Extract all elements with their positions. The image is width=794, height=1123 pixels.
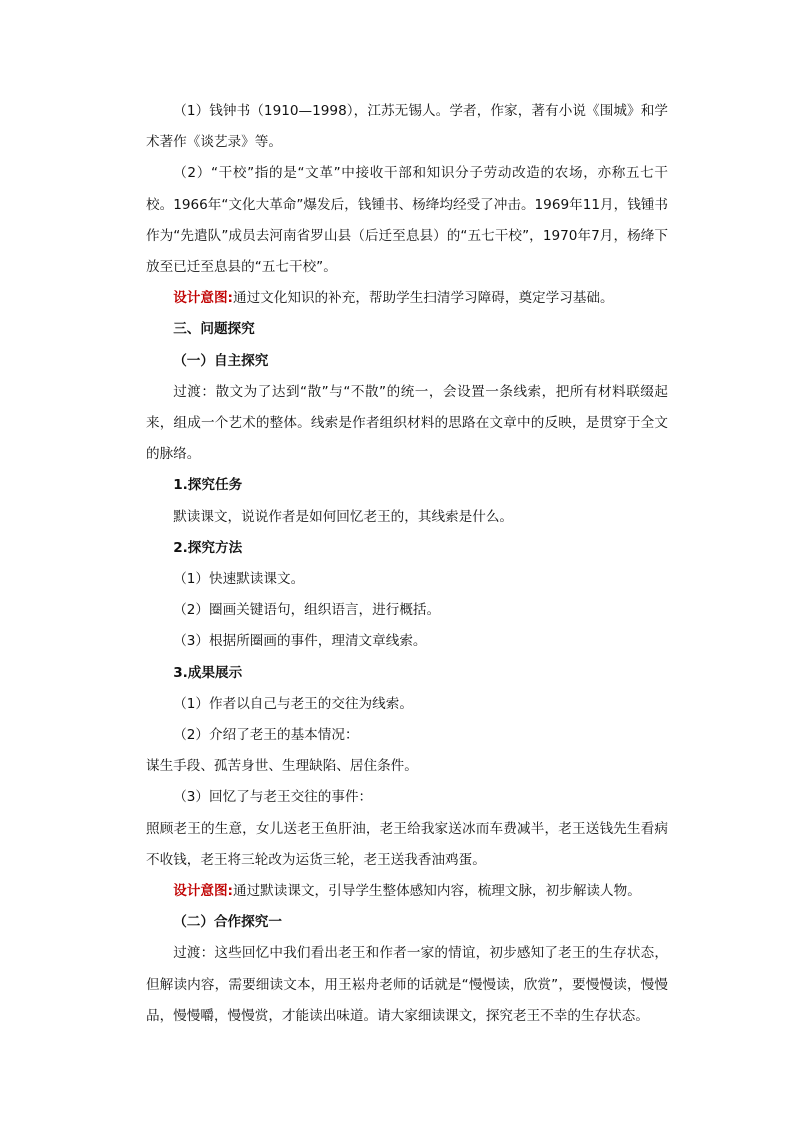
design-intent-text: 通过文化知识的补充，帮助学生扫清学习障碍，奠定学习基础。	[233, 290, 614, 307]
method-item: （1）快速默读课文。	[173, 571, 305, 588]
result-detail: 谋生手段、孤苦身世、生理缺陷、居住条件。	[146, 758, 418, 775]
note-1: （1）钱钟书（1910—1998），江苏无锡人。学者，作家，著有小说《围城》和学术著作《谈艺录》等。	[146, 103, 668, 151]
result-item: （1）作者以自己与老王的交往为线索。	[173, 695, 413, 712]
transition-paragraph-1: 过渡：散文为了达到“散”与“不散”的统一，会设置一条线索，把所有材料联缀起来，组成一个艺术的整体。线索是作者组织材料的思路在文章中的反映，是贯穿于全文的脉络。	[146, 383, 668, 463]
method-item: （2）圈画关键语句，组织语言，进行概括。	[173, 602, 441, 619]
method-heading: 2.探究方法	[173, 539, 243, 556]
method-item: （3）根据所圈画的事件，理清文章线索。	[173, 633, 427, 650]
result-item: （3）回忆了与老王交往的事件：	[173, 789, 373, 806]
subsection-heading-1: （一）自主探究	[173, 352, 269, 369]
design-intent-text: 通过默读课文，引导学生整体感知内容，梳理文脉，初步解读人物。	[233, 883, 641, 900]
document-body	[146, 96, 668, 1032]
task-text: 默读课文，说说作者是如何回忆老王的，其线索是什么。	[173, 508, 514, 525]
section-heading: 三、问题探究	[173, 321, 255, 338]
transition-paragraph-2: 过渡：这些回忆中我们看出老王和作者一家的情谊，初步感知了老王的生存状态，但解读内容，需要细读文本，用王崧舟老师的话就是“慢慢读，欣赏”，要慢慢读，慢慢品，慢慢嚼，慢慢赏，才能读出味道。请大家细读课文，探究老王不幸的生存状态。	[146, 945, 668, 1024]
design-intent-1	[146, 283, 668, 314]
result-heading: 3.成果展示	[173, 664, 243, 681]
note-2: （2）“干校”指的是“文革”中接收干部和知识分子劳动改造的农场，亦称五七干校。1966年“文化大革命”爆发后，钱锺书、杨绛均经受了冲击。1969年11月，钱锺书作为“先遣队”成员去河南省罗山县（后迁至息县）的“五七干校”，1970年7月，杨绛下放至已迁至息县的“五七干校”。	[146, 165, 668, 276]
design-intent-label: 设计意图:	[173, 290, 233, 307]
subsection-heading-2: （二）合作探究一	[173, 914, 282, 931]
design-intent-2	[146, 876, 668, 907]
result-detail: 照顾老王的生意，女儿送老王鱼肝油，老王给我家送冰而车费减半，老王送钱先生看病不收钱，老王将三轮改为运货三轮，老王送我香油鸡蛋。	[146, 820, 668, 868]
result-item: （2）介绍了老王的基本情况：	[173, 727, 359, 744]
task-heading: 1.探究任务	[173, 477, 243, 494]
design-intent-label: 设计意图:	[173, 883, 233, 900]
